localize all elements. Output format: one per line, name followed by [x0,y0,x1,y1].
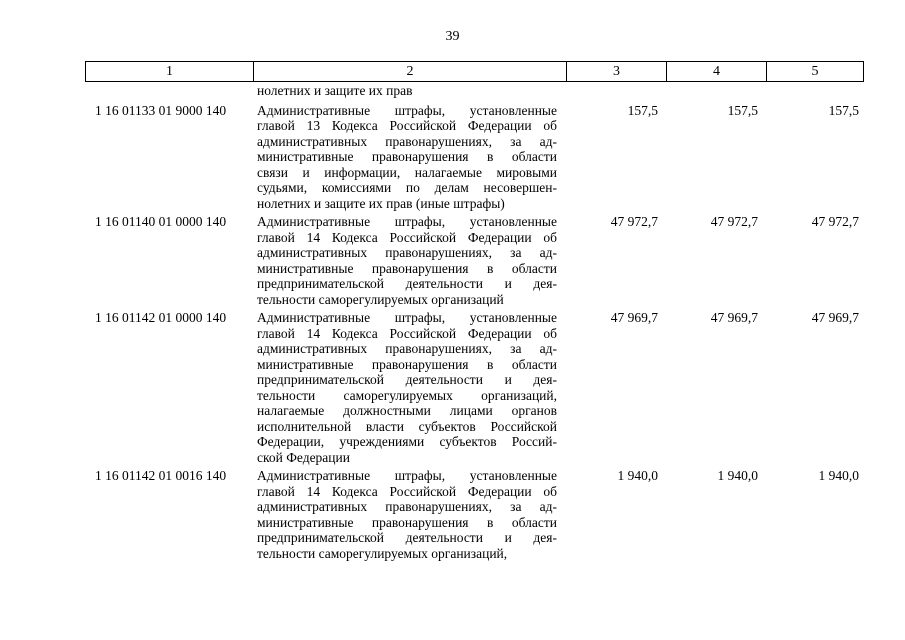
value-col-4: 1 940,0 [717,468,758,483]
description-line: предпринимательской деятельности и дея- [257,276,557,291]
description-line: министративные правонарушения в области [257,514,557,530]
description-line: предпринимательской деятельности и дея- [257,372,557,387]
value-col-5: 47 969,7 [811,310,859,325]
value-col-4: 157,5 [727,102,758,118]
table-row [85,214,864,307]
description-line: министративные правонарушения в области [257,149,557,164]
description-line: судьями, комиссиями по делам несовершен- [257,180,557,195]
description-line: административных правонарушениях, за ад- [257,341,557,356]
table-row [85,103,864,212]
value-col-5: 47 972,7 [811,214,859,229]
description-line: главой 14 Кодекса Российской Федерации об [257,229,557,245]
value-col-3: 47 972,7 [610,214,658,229]
description-line: нолетних и защите их прав (иные штрафы) [257,195,505,211]
description-line: главой 14 Кодекса Российской Федерации об [257,325,557,341]
value-col-5: 1 940,0 [818,468,859,483]
description-line: тельности саморегулируемых организаций, [257,545,508,561]
description-line: предпринимательской деятельности и дея- [257,530,557,545]
column-header-2: 2 [254,62,567,81]
column-header-1: 1 [86,62,254,81]
description-line: Административные штрафы, установленные [257,310,557,325]
description-line: министративные правонарушения в области [257,356,557,372]
table-body [85,83,864,561]
description-line: министративные правонарушения в области [257,260,557,276]
table-row [85,468,864,561]
column-header-3: 3 [567,62,667,81]
column-header-4: 4 [667,62,767,81]
description-line: административных правонарушениях, за ад- [257,245,557,260]
description-line: Административные штрафы, установленные [257,214,557,229]
description [257,214,557,307]
column-header-5: 5 [811,64,819,79]
description-line: Федерации, учреждениями субъектов Россий- [257,434,557,449]
description-line: административных правонарушениях, за ад- [257,133,557,149]
value-col-4: 47 972,7 [710,214,758,229]
description-line: главой 13 Кодекса Российской Федерации об [257,118,557,133]
description-line: главой 14 Кодекса Российской Федерации об [257,483,557,499]
page-number: 39 [445,29,460,44]
continuation-text: нолетних и защите их прав [257,83,413,98]
budget-code: 1 16 01133 01 9000 140 [95,102,227,118]
value-col-5: 157,5 [828,102,859,118]
value-col-3: 157,5 [627,102,658,118]
value-col-3: 47 969,7 [610,310,658,325]
description-line: Административные штрафы, установленные [257,468,557,483]
description-line: административных правонарушениях, за ад- [257,499,557,514]
table-header [85,61,864,82]
budget-code: 1 16 01142 01 0000 140 [95,310,227,325]
description-line: ской Федерации [257,449,350,465]
description-line: тельности саморегулируемых организаций [257,291,504,307]
budget-code: 1 16 01140 01 0000 140 [95,214,227,229]
description [257,103,557,212]
table-row [85,310,864,465]
description-line: Административные штрафы, установленные [257,102,557,118]
description-line: налагаемые должностными лицами органов [257,403,557,418]
value-col-3: 1 940,0 [617,468,658,483]
description-line: связи и информации, налагаемые мировыми [257,164,557,180]
value-col-4: 47 969,7 [710,310,758,325]
budget-code: 1 16 01142 01 0016 140 [95,468,227,483]
description [257,310,557,465]
description [257,468,557,561]
description-line: исполнительной власти субъектов Российской [257,418,557,434]
description-line: тельности саморегулируемых организаций, [257,387,557,403]
